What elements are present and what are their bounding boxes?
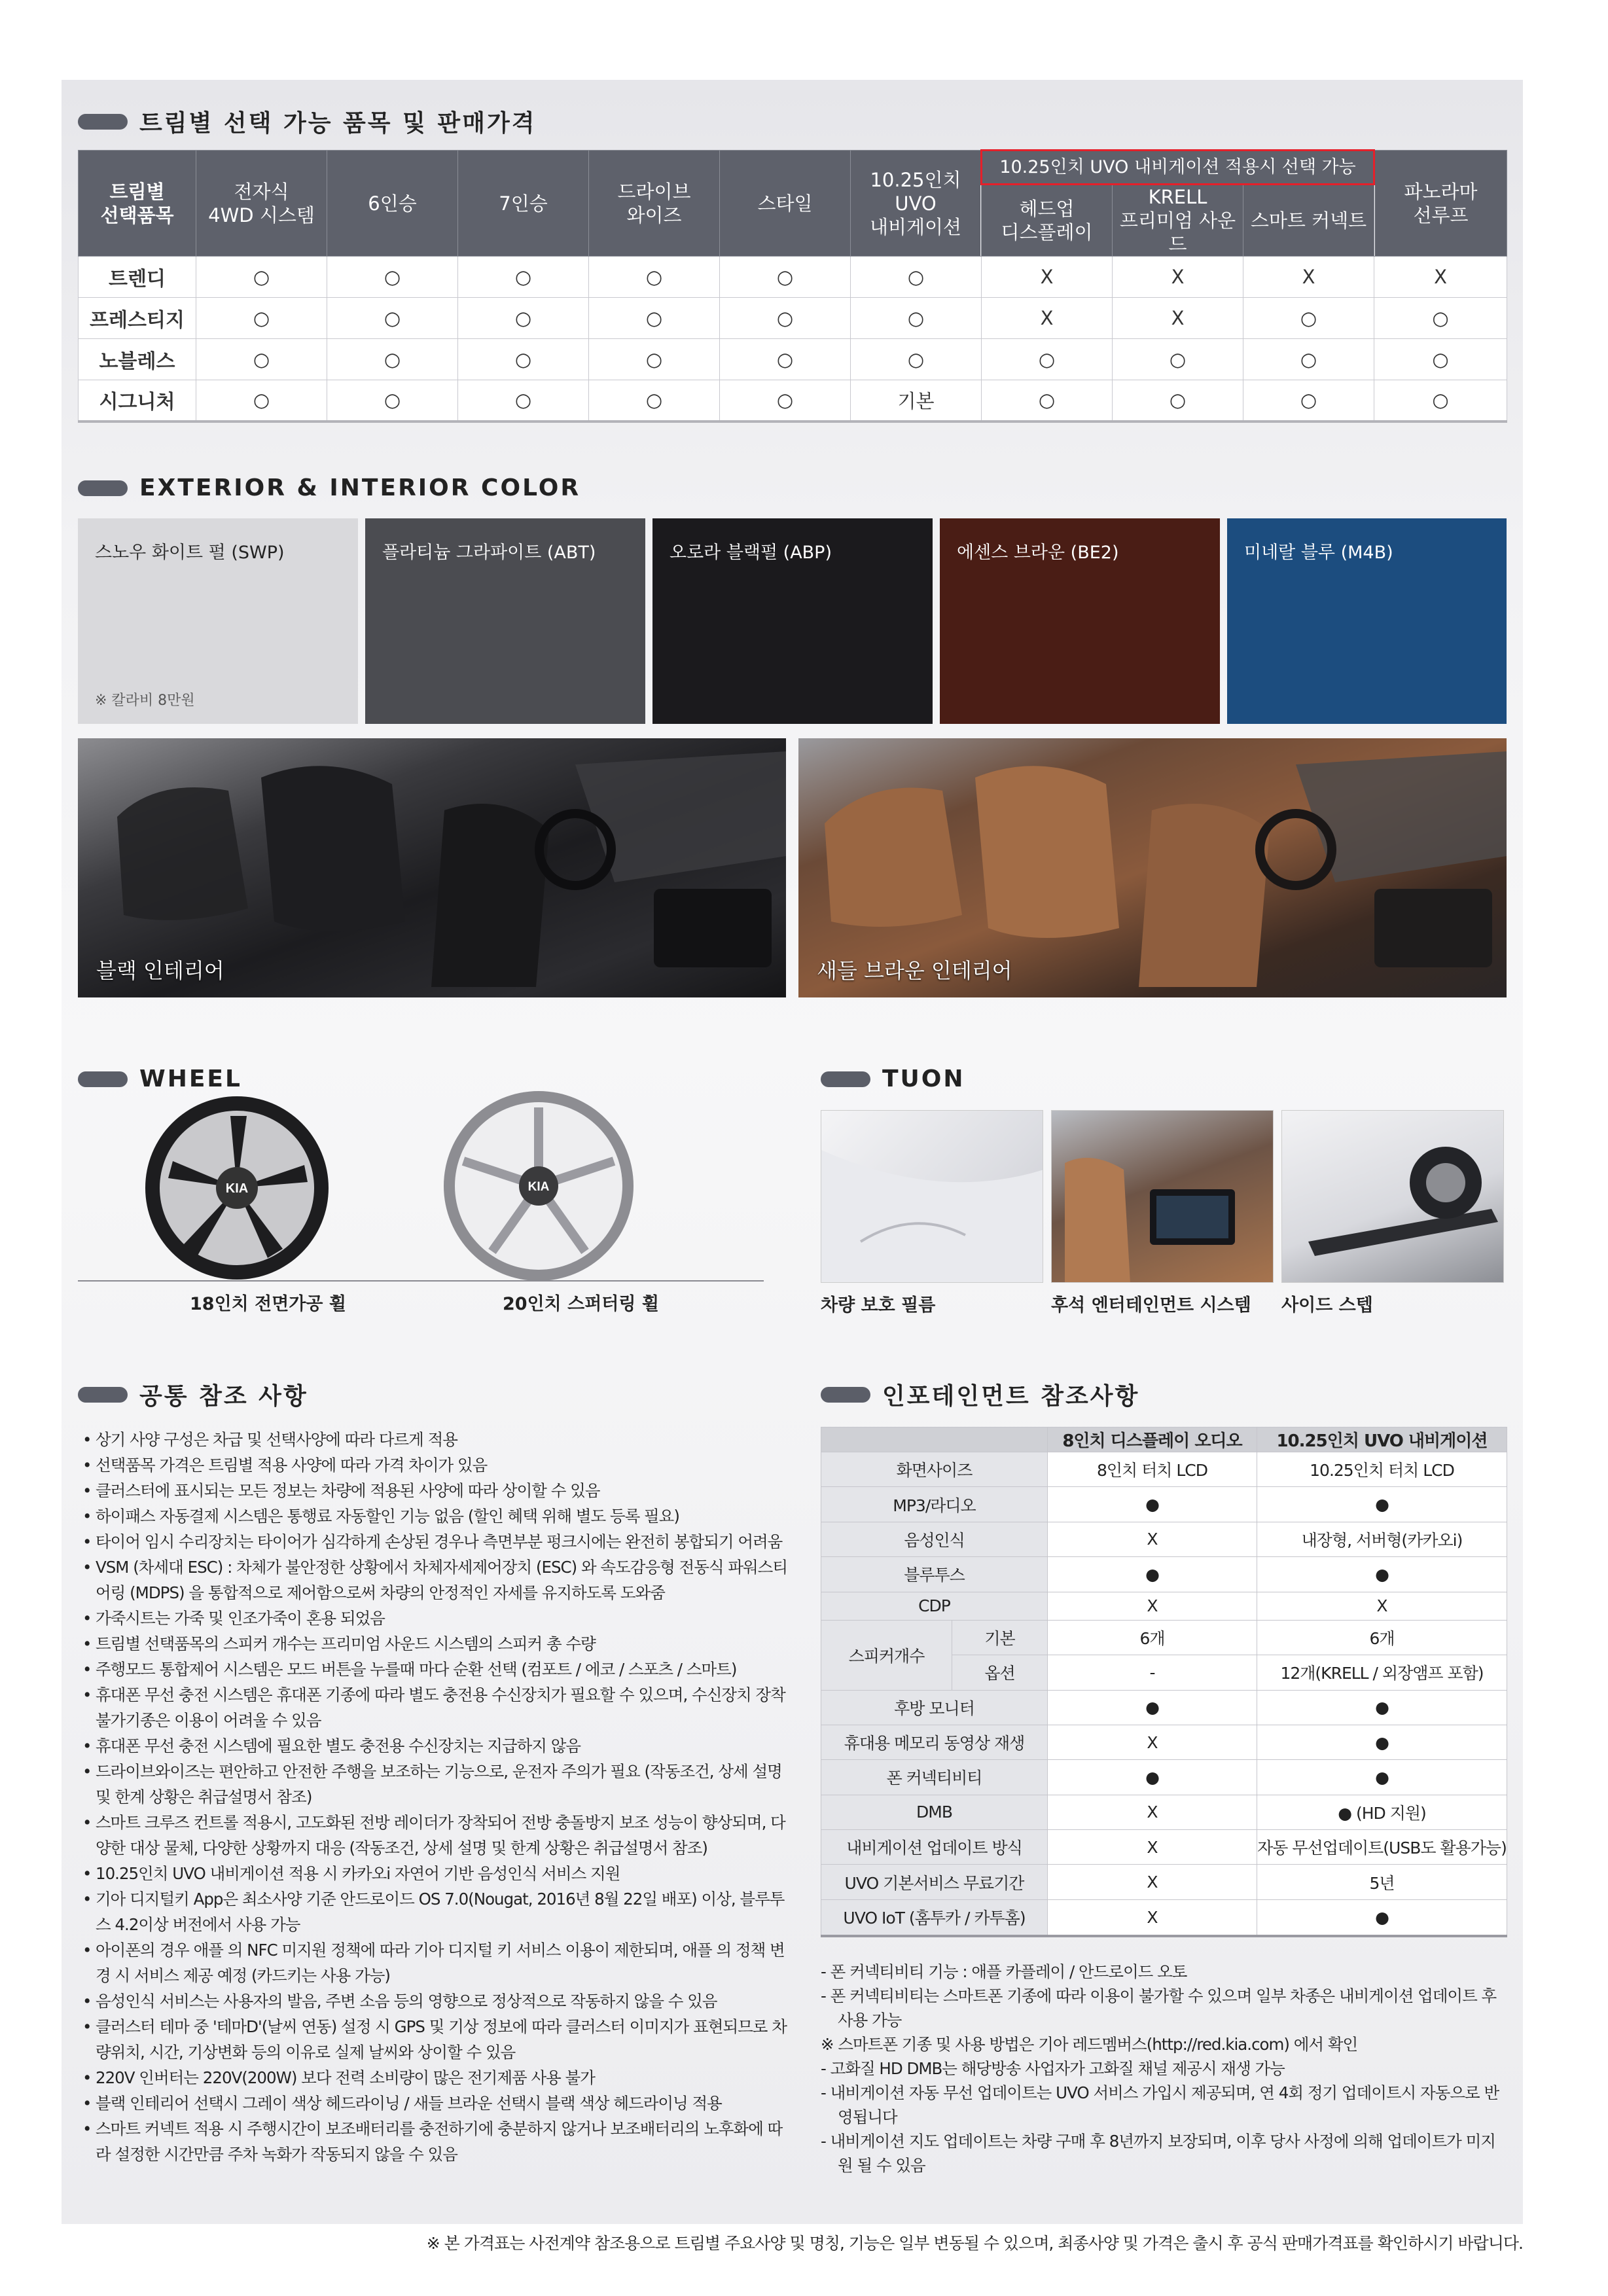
color-swatch-blue: 미네랄 블루 (M4B) <box>1227 518 1507 724</box>
info-note-item: - 내비게이션 지도 업데이트는 차량 구매 후 8년까지 보장되며, 이후 당사 사정에 의해 업데이트가 미지원 될 수 있음 <box>821 2132 1495 2175</box>
info-note-item: - 폰 커넥티비티 기능 : 애플 카플레이 / 안드로이드 오토 <box>821 1962 1187 1981</box>
table-row: 음성인식 X 내장형, 서버형(카카오i) <box>821 1522 1507 1556</box>
col-style: 스타일 <box>720 151 851 257</box>
col-hud: 헤드업 디스플레이 <box>982 185 1113 257</box>
color-swatch-black: 오로라 블랙펄 (ABP) <box>652 518 933 724</box>
info-header-audio: 8인치 디스플레이 오디오 <box>1048 1427 1257 1452</box>
table-row: 휴대용 메모리 동영상 재생 X ● <box>821 1725 1507 1759</box>
section-pill-icon <box>78 114 128 130</box>
svg-text:KIA: KIA <box>527 1180 550 1194</box>
section-title: WHEEL <box>139 1066 242 1092</box>
film-illustration <box>821 1111 1043 1283</box>
table-row: CDP X X <box>821 1592 1507 1620</box>
note-item: • 스마트 크루즈 컨트롤 적용시, 고도화된 전방 레이더가 장착되어 전방 충돌방지 보조 성능이 향상되며, 다양한 대상 물체, 다양한 상황까지 대응 (작동조건, 상세 설명 및 한계 상황은 취급설명서 참조) <box>81 1810 792 1861</box>
table-row: UVO IoT (홈투카 / 카투홈) X ● <box>821 1899 1507 1936</box>
section-title: 공통 참조 사항 <box>139 1383 308 1410</box>
table-row: 화면사이즈 8인치 터치 LCD 10.25인치 터치 LCD <box>821 1452 1507 1487</box>
trim-row-header: 트림별 선택품목 <box>79 151 196 257</box>
info-header-blank <box>821 1427 1048 1452</box>
table-row: 블루투스 ● ● <box>821 1557 1507 1592</box>
table-row: 후방 모니터 ● ● <box>821 1690 1507 1725</box>
section-wheel-header <box>78 1066 242 1092</box>
tuon-label: 후석 엔터테인먼트 시스템 <box>1051 1295 1251 1316</box>
table-row: 내비게이션 업데이트 방식 X 자동 무선업데이트(USB도 활용가능) <box>821 1830 1507 1865</box>
section-pill-icon <box>821 1071 870 1087</box>
note-item: • 하이패스 자동결제 시스템은 통행료 자동할인 기능 없음 (할인 혜택 위해 별도 등록 필요) <box>81 1503 792 1529</box>
section-title: TUON <box>882 1066 965 1092</box>
table-row: UVO 기본서비스 무료기간 X 5년 <box>821 1865 1507 1899</box>
note-item: • 아이폰의 경우 애플 의 NFC 미지원 정책에 따라 기아 디지털 키 서비스 이용이 제한되며, 애플 의 정책 변경 시 서비스 제공 예정 (카드키는 사용 가능) <box>81 1937 792 1988</box>
section-pill-icon <box>78 1387 128 1403</box>
tuon-label: 차량 보호 필름 <box>821 1295 936 1316</box>
note-item: • 선택품목 가격은 트림별 적용 사양에 따라 가격 차이가 있음 <box>81 1452 792 1478</box>
table-row: DMB X ● (HD 지원) <box>821 1795 1507 1829</box>
tuon-side-step-image <box>1281 1110 1504 1283</box>
trim-option-table <box>78 149 1507 423</box>
wheel-label: 20인치 스퍼터링 휠 <box>503 1294 659 1314</box>
col-sunroof: 파노라마 선루프 <box>1374 151 1507 257</box>
note-item: • VSM (차세대 ESC) : 차체가 불안정한 상황에서 차체자세제어장치 (ESC) 와 속도감응형 전동식 파워스티어링 (MDPS) 을 통합적으로 제어함으로써 차량의 안정적인 자세를 유지하도록 도와줌 <box>81 1554 792 1605</box>
info-note-item: - 고화질 HD DMB는 해당방송 사업자가 고화질 채널 제공시 재생 가능 <box>821 2059 1285 2078</box>
col-6seat: 6인승 <box>327 151 458 257</box>
note-item: • 가죽시트는 가죽 및 인조가죽이 혼용 되었음 <box>81 1605 792 1631</box>
color-swatch-brown: 에센스 브라운 (BE2) <box>940 518 1220 724</box>
table-row: 스피커개수 기본 6개 6개 <box>821 1620 1507 1655</box>
wheel-18-icon <box>139 1093 335 1283</box>
section-title: EXTERIOR & INTERIOR COLOR <box>139 475 581 501</box>
table-row: 옵션 - 12개(KRELL / 외장앰프 포함) <box>821 1655 1507 1690</box>
section-title: 트림별 선택 가능 품목 및 판매가격 <box>139 110 537 137</box>
note-item: • 10.25인치 UVO 내비게이션 적용 시 카카오i 자연어 기반 음성인식 서비스 지원 <box>81 1861 792 1886</box>
infotainment-notes-list <box>821 1960 1507 2178</box>
tuon-label: 사이드 스텝 <box>1281 1295 1373 1316</box>
section-pill-icon <box>78 480 128 496</box>
tuon-film-image <box>821 1110 1043 1283</box>
table-row: 프레스티지 ○ ○ ○ ○ ○ ○ X X ○ ○ <box>79 298 1507 339</box>
note-item: • 스마트 커넥트 적용 시 주행시간이 보조배터리를 충전하기에 충분하지 않거나 보조배터리의 노후화에 따라 설정한 시간만큼 주차 녹화가 작동되지 않을 수 있음 <box>81 2116 792 2167</box>
note-item: • 블랙 인테리어 선택시 그레이 색상 헤드라이닝 / 새들 브라운 선택시 블랙 색상 헤드라이닝 적용 <box>81 2090 792 2116</box>
table-row: 노블레스 ○ ○ ○ ○ ○ ○ ○ ○ ○ ○ <box>79 339 1507 380</box>
section-title: 인포테인먼트 참조사항 <box>882 1383 1140 1410</box>
info-note-item: - 폰 커넥티비티는 스마트폰 기종에 따라 이용이 불가할 수 있으며 일부 차종은 내비게이션 업데이트 후 사용 가능 <box>821 1986 1497 2030</box>
rear-entertainment-illustration <box>1052 1111 1274 1283</box>
note-item: • 클러스터에 표시되는 모든 정보는 차량에 적용된 사양에 따라 상이할 수 있음 <box>81 1478 792 1503</box>
infotainment-table <box>821 1427 1507 1937</box>
section-tuon-header <box>821 1066 965 1092</box>
note-item: • 클러스터 테마 중 '테마D'(날씨 연동) 설정 시 GPS 및 기상 정보에 따라 클러스터 이미지가 표현되므로 차량위치, 시간, 기상변화 등의 이유로 실제 날씨와 상이할 수 있음 <box>81 2014 792 2065</box>
info-header-navi: 10.25인치 UVO 내비게이션 <box>1257 1427 1507 1452</box>
table-row: 트렌디 ○ ○ ○ ○ ○ ○ X X X X <box>79 257 1507 298</box>
uvo-group-header: 10.25인치 UVO 내비게이션 적용시 선택 가능 <box>982 151 1374 185</box>
color-swatch-white: 스노우 화이트 펄 (SWP) ※ 칼라비 8만원 <box>78 518 358 724</box>
section-pill-icon <box>78 1071 128 1087</box>
table-row: MP3/라디오 ● ● <box>821 1487 1507 1522</box>
table-row: 시그니처 ○ ○ ○ ○ ○ 기본 ○ ○ ○ ○ <box>79 380 1507 422</box>
note-item: • 기아 디지털키 App은 최소사양 기준 안드로이드 OS 7.0(Nougat, 2016년 8월 22일 배포) 이상, 블루투스 4.2이상 버전에서 사용 가능 <box>81 1886 792 1937</box>
footer-note: ※ 본 가격표는 사전계약 참조용으로 트림별 주요사양 및 명칭, 기능은 일부 변동될 수 있으며, 최종사양 및 가격은 출시 후 공식 판매가격표를 확인하시기 바랍니다. <box>426 2234 1523 2253</box>
wheel-divider <box>78 1280 764 1282</box>
wheel-20-icon <box>437 1088 640 1284</box>
col-4wd: 전자식 4WD 시스템 <box>196 151 327 257</box>
note-item: • 상기 사양 구성은 차급 및 선택사양에 따라 다르게 적용 <box>81 1427 792 1452</box>
col-uvo-navi: 10.25인치 UVO 내비게이션 <box>851 151 982 257</box>
note-item: • 220V 인버터는 220V(200W) 보다 전력 소비량이 많은 전기제품 사용 불가 <box>81 2065 792 2090</box>
section-notes-header <box>78 1378 308 1411</box>
col-drivewise: 드라이브 와이즈 <box>589 151 720 257</box>
note-item: • 휴대폰 무선 충전 시스템에 필요한 별도 충전용 수신장치는 지급하지 않음 <box>81 1733 792 1759</box>
wheel-label: 18인치 전면가공 휠 <box>190 1294 346 1314</box>
section-color-header <box>78 475 581 501</box>
col-7seat: 7인승 <box>458 151 589 257</box>
side-step-illustration <box>1282 1111 1504 1283</box>
color-swatch-graphite: 플라티늄 그라파이트 (ABT) <box>365 518 645 724</box>
common-notes-list <box>81 1427 792 2167</box>
note-item: • 주행모드 통합제어 시스템은 모드 버튼을 누를때 마다 순환 선택 (컴포트 / 에코 / 스포츠 / 스마트) <box>81 1657 792 1682</box>
interior-black-image <box>78 738 786 997</box>
section-pill-icon <box>821 1387 870 1403</box>
tuon-rear-entertainment-image <box>1051 1110 1274 1283</box>
col-krell: KRELL 프리미엄 사운드 <box>1113 185 1243 257</box>
note-item: • 드라이브와이즈는 편안하고 안전한 주행을 보조하는 기능으로, 운전자 주의가 필요 (작동조건, 상세 설명 및 한계 상황은 취급설명서 참조) <box>81 1759 792 1810</box>
section-infotainment-header <box>821 1378 1139 1411</box>
note-item: • 음성인식 서비스는 사용자의 발음, 주변 소음 등의 영향으로 정상적으로 작동하지 않을 수 있음 <box>81 1988 792 2014</box>
info-note-item: ※ 스마트폰 기종 및 사용 방법은 기아 레드멤버스(http://red.kia.com) 에서 확인 <box>821 2035 1358 2054</box>
interior-brown-image <box>798 738 1507 997</box>
note-item: • 휴대폰 무선 충전 시스템은 휴대폰 기종에 따라 별도 충전용 수신장치가 필요할 수 있으며, 수신장치 장착 불가기종은 이용이 어려울 수 있음 <box>81 1682 792 1733</box>
table-row: 폰 커넥티비티 ● ● <box>821 1760 1507 1795</box>
info-note-item: - 내비게이션 자동 무선 업데이트는 UVO 서비스 가입시 제공되며, 연 4회 정기 업데이트시 자동으로 반영됩니다 <box>821 2083 1499 2126</box>
note-item: • 타이어 임시 수리장치는 타이어가 심각하게 손상된 경우나 측면부분 펑크시에는 완전히 봉합되기 어려움 <box>81 1529 792 1554</box>
section-trim-header <box>78 105 537 138</box>
interior-label: 새들 브라운 인테리어 <box>817 958 1012 983</box>
svg-text:KIA: KIA <box>225 1181 249 1196</box>
col-smart-connect: 스마트 커넥트 <box>1243 185 1374 257</box>
note-item: • 트림별 선택품목의 스피커 개수는 프리미엄 사운드 시스템의 스피커 총 수량 <box>81 1631 792 1657</box>
interior-label: 블랙 인테리어 <box>96 958 224 983</box>
